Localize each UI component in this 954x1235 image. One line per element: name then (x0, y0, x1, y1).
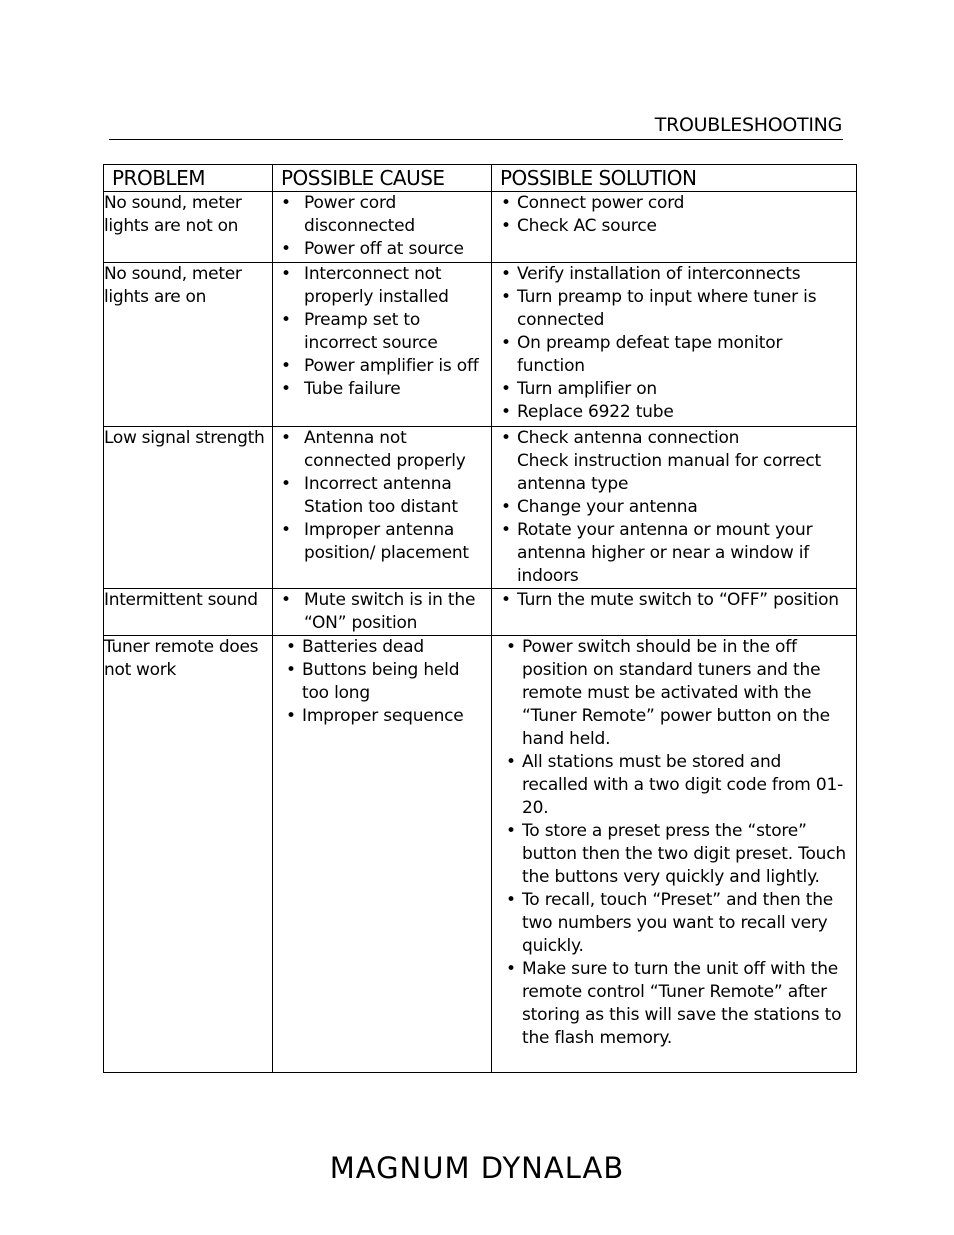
troubleshooting-table (103, 164, 857, 1073)
list-item: • Connect power cord (517, 192, 850, 215)
list-item: • To store a preset press the “store” button then the two digit preset. Touch the buttons very quickly and lightly. (522, 820, 850, 889)
problem-cell: No sound, meter lights are not on (104, 192, 273, 263)
solution-list (492, 589, 856, 612)
list-item: • Rotate your antenna or mount your antenna higher or near a window if indoors (517, 519, 850, 588)
problem-cell: Low signal strength (104, 427, 273, 589)
cause-list (273, 589, 491, 635)
solution-cell (492, 589, 857, 636)
list-item: • Replace 6922 tube (517, 401, 850, 424)
page-title: TROUBLESHOOTING (654, 114, 842, 136)
list-item: • Antenna not connected properly (304, 427, 487, 473)
problem-cell: No sound, meter lights are on (104, 263, 273, 427)
list-item: • Check antenna connection (517, 427, 850, 450)
list-item: • Change your antenna (517, 496, 850, 519)
cause-cell (273, 427, 492, 589)
list-item: Station too distant (304, 497, 458, 517)
list-item: • Check AC source (517, 215, 850, 238)
list-item: • Preamp set to incorrect source (304, 309, 487, 355)
cause-cell (273, 636, 492, 1073)
column-header-cause: POSSIBLE CAUSE (273, 165, 492, 192)
cause-cell (273, 192, 492, 263)
list-item: • Interconnect not properly installed (304, 263, 487, 309)
list-item: • Improper antenna position/ placement (304, 519, 487, 565)
list-item: • Buttons being held too long (302, 659, 487, 705)
list-item: • Make sure to turn the unit off with the remote control “Tuner Remote” after storing as this will save the stations to the flash memory. (522, 958, 850, 1050)
list-item: • Power amplifier is off (304, 355, 487, 378)
table-row (104, 589, 857, 636)
problem-cell: Intermittent sound (104, 589, 273, 636)
cause-cell (273, 589, 492, 636)
table-row (104, 636, 857, 1073)
list-item: • Power off at source (304, 238, 487, 261)
solution-cell (492, 263, 857, 427)
table-header-row (104, 165, 857, 192)
solution-list (492, 427, 856, 588)
list-item: • Tube failure (304, 378, 487, 401)
list-item: • Improper sequence (302, 705, 487, 728)
cause-list (273, 192, 491, 261)
list-item: • All stations must be stored and recalled with a two digit code from 01-20. (522, 751, 850, 820)
table-row (104, 427, 857, 589)
header-divider (109, 139, 843, 140)
table-row (104, 263, 857, 427)
solution-cell (492, 427, 857, 589)
solution-list (492, 263, 856, 424)
list-item: • Power switch should be in the off position on standard tuners and the remote must be activated with the “Tuner Remote” power button on the hand held. (522, 636, 850, 751)
solution-cell (492, 636, 857, 1073)
cause-cell (273, 263, 492, 427)
brand-logo-text: MAGNUM DYNALAB (329, 1151, 625, 1185)
cause-list (273, 427, 491, 565)
list-item: • Mute switch is in the “ON” position (304, 589, 487, 635)
list-item: • On preamp defeat tape monitor function (517, 332, 850, 378)
column-header-problem: PROBLEM (104, 165, 273, 192)
list-item: • Batteries dead (302, 636, 487, 659)
solution-list (492, 636, 856, 1050)
list-item: • To recall, touch “Preset” and then the two numbers you want to recall very quickly. (522, 889, 850, 958)
solution-list (492, 192, 856, 238)
list-item: • Turn amplifier on (517, 378, 850, 401)
list-item: • Turn preamp to input where tuner is connected (517, 286, 850, 332)
problem-cell: Tuner remote does not work (104, 636, 273, 1073)
list-item: Check instruction manual for correct antenna type (517, 451, 821, 494)
column-header-solution: POSSIBLE SOLUTION (492, 165, 857, 192)
list-item: • Power cord disconnected (304, 192, 487, 238)
table-row (104, 192, 857, 263)
list-item: • Verify installation of interconnects (517, 263, 850, 286)
cause-list (273, 263, 491, 401)
list-item: • Incorrect antenna (304, 473, 487, 496)
solution-cell (492, 192, 857, 263)
cause-list (273, 636, 491, 728)
list-item: • Turn the mute switch to “OFF” position (517, 589, 850, 612)
